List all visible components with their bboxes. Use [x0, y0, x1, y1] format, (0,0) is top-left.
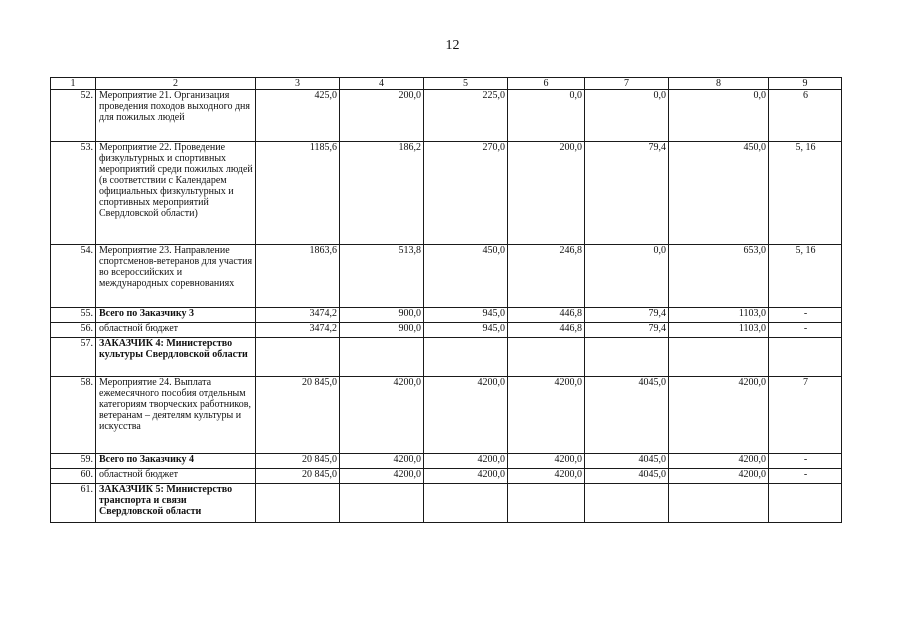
- cell-col3: 1863,6: [256, 245, 340, 308]
- cell-col5: 450,0: [424, 245, 508, 308]
- cell-col5: 4200,0: [424, 454, 508, 469]
- cell-col4: [340, 338, 424, 377]
- column-header: 9: [769, 78, 842, 90]
- cell-col9: -: [769, 454, 842, 469]
- cell-col3: 3474,2: [256, 323, 340, 338]
- row-name: Мероприятие 24. Выплата ежемесячного пособия отдельным категориям творческих работников, ветеранам – деятелям культуры и искусства: [96, 377, 256, 454]
- program-table: [50, 77, 842, 523]
- cell-col3: 1185,6: [256, 142, 340, 245]
- cell-col7: [585, 484, 669, 523]
- cell-col4: 900,0: [340, 323, 424, 338]
- cell-col9: -: [769, 308, 842, 323]
- cell-col9: 6: [769, 90, 842, 142]
- row-number: 54.: [51, 245, 96, 308]
- cell-col5: 225,0: [424, 90, 508, 142]
- cell-col9: [769, 338, 842, 377]
- row-number: 55.: [51, 308, 96, 323]
- cell-col8: 4200,0: [669, 377, 769, 454]
- cell-col3: [256, 484, 340, 523]
- row-name: Мероприятие 22. Проведение физкультурных и спортивных мероприятий среди пожилых людей (в соответствии с Календарем официальных физкультурных и спортивных мероприятий Свердловской области): [96, 142, 256, 245]
- cell-col7: 4045,0: [585, 377, 669, 454]
- table-row: [51, 90, 842, 142]
- cell-col8: [669, 484, 769, 523]
- row-number: 53.: [51, 142, 96, 245]
- row-number: 56.: [51, 323, 96, 338]
- cell-col6: [508, 484, 585, 523]
- cell-col4: 200,0: [340, 90, 424, 142]
- column-header: 6: [508, 78, 585, 90]
- column-header: 1: [51, 78, 96, 90]
- cell-col8: 653,0: [669, 245, 769, 308]
- row-name: Мероприятие 21. Организация проведения походов выходного дня для пожилых людей: [96, 90, 256, 142]
- page-number: 12: [445, 38, 460, 53]
- row-number: 59.: [51, 454, 96, 469]
- cell-col6: 4200,0: [508, 469, 585, 484]
- cell-col9: [769, 484, 842, 523]
- cell-col8: 450,0: [669, 142, 769, 245]
- cell-col5: [424, 338, 508, 377]
- row-name: Всего по Заказчику 3: [96, 308, 256, 323]
- cell-col5: 945,0: [424, 308, 508, 323]
- row-number: 61.: [51, 484, 96, 523]
- cell-col6: 4200,0: [508, 377, 585, 454]
- cell-col5: 270,0: [424, 142, 508, 245]
- table-row: [51, 142, 842, 245]
- cell-col8: 1103,0: [669, 308, 769, 323]
- cell-col9: 7: [769, 377, 842, 454]
- table-row: [51, 377, 842, 454]
- column-header: 3: [256, 78, 340, 90]
- cell-col9: -: [769, 323, 842, 338]
- cell-col8: 0,0: [669, 90, 769, 142]
- row-name: ЗАКАЗЧИК 5: Министерство транспорта и связи Свердловской области: [96, 484, 256, 523]
- header-row: [51, 78, 842, 90]
- cell-col5: 945,0: [424, 323, 508, 338]
- cell-col7: 0,0: [585, 90, 669, 142]
- cell-col6: 200,0: [508, 142, 585, 245]
- column-header: 8: [669, 78, 769, 90]
- cell-col4: 4200,0: [340, 377, 424, 454]
- cell-col7: 4045,0: [585, 454, 669, 469]
- cell-col3: 20 845,0: [256, 377, 340, 454]
- cell-col6: 246,8: [508, 245, 585, 308]
- column-header: 2: [96, 78, 256, 90]
- column-header: 4: [340, 78, 424, 90]
- cell-col9: -: [769, 469, 842, 484]
- cell-col7: 79,4: [585, 308, 669, 323]
- cell-col6: [508, 338, 585, 377]
- cell-col8: [669, 338, 769, 377]
- cell-col4: 186,2: [340, 142, 424, 245]
- table-row: [51, 308, 842, 323]
- cell-col4: 4200,0: [340, 454, 424, 469]
- row-name: ЗАКАЗЧИК 4: Министерство культуры Свердловской области: [96, 338, 256, 377]
- cell-col3: 3474,2: [256, 308, 340, 323]
- row-number: 57.: [51, 338, 96, 377]
- cell-col4: 4200,0: [340, 469, 424, 484]
- row-number: 52.: [51, 90, 96, 142]
- cell-col7: 79,4: [585, 142, 669, 245]
- cell-col7: 0,0: [585, 245, 669, 308]
- cell-col6: 446,8: [508, 323, 585, 338]
- cell-col5: 4200,0: [424, 469, 508, 484]
- cell-col9: 5, 16: [769, 142, 842, 245]
- table-row: [51, 338, 842, 377]
- cell-col3: 20 845,0: [256, 469, 340, 484]
- cell-col9: 5, 16: [769, 245, 842, 308]
- cell-col6: 0,0: [508, 90, 585, 142]
- cell-col8: 1103,0: [669, 323, 769, 338]
- cell-col4: 513,8: [340, 245, 424, 308]
- row-number: 58.: [51, 377, 96, 454]
- column-header: 7: [585, 78, 669, 90]
- cell-col7: 79,4: [585, 323, 669, 338]
- table-row: [51, 469, 842, 484]
- row-name: Всего по Заказчику 4: [96, 454, 256, 469]
- row-name: областной бюджет: [96, 469, 256, 484]
- table-row: [51, 454, 842, 469]
- column-header: 5: [424, 78, 508, 90]
- cell-col5: [424, 484, 508, 523]
- cell-col6: 4200,0: [508, 454, 585, 469]
- cell-col4: [340, 484, 424, 523]
- cell-col3: 20 845,0: [256, 454, 340, 469]
- cell-col7: 4045,0: [585, 469, 669, 484]
- cell-col3: 425,0: [256, 90, 340, 142]
- row-name: областной бюджет: [96, 323, 256, 338]
- cell-col7: [585, 338, 669, 377]
- cell-col6: 446,8: [508, 308, 585, 323]
- table-row: [51, 484, 842, 523]
- cell-col8: 4200,0: [669, 454, 769, 469]
- cell-col8: 4200,0: [669, 469, 769, 484]
- row-number: 60.: [51, 469, 96, 484]
- table-row: [51, 245, 842, 308]
- cell-col3: [256, 338, 340, 377]
- cell-col5: 4200,0: [424, 377, 508, 454]
- table-row: [51, 323, 842, 338]
- cell-col4: 900,0: [340, 308, 424, 323]
- row-name: Мероприятие 23. Направление спортсменов-ветеранов для участия во всероссийских и международных соревнованиях: [96, 245, 256, 308]
